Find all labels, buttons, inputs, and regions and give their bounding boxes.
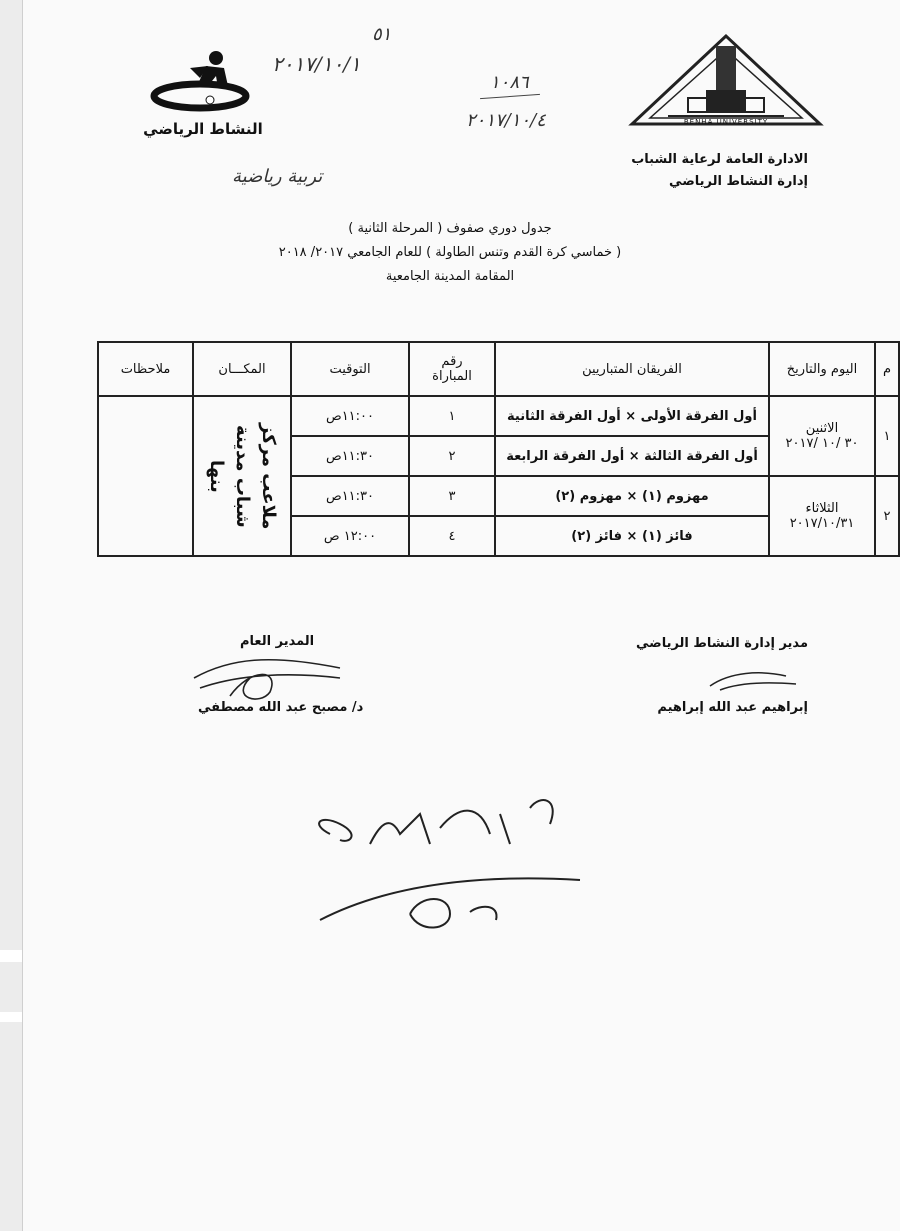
col-header-place: المكـــان <box>193 342 291 396</box>
match-number: ٣ <box>409 476 495 516</box>
match-no-line-2: المباراة <box>432 369 472 384</box>
col-header-day-date: اليوم والتاريخ <box>769 342 875 396</box>
right-signature-scribble <box>700 664 800 698</box>
col-header-num: م <box>875 342 899 396</box>
table-row <box>98 396 899 436</box>
scan-edge <box>0 0 23 1231</box>
sports-logo-text: النشاط الرياضي <box>143 120 263 138</box>
match-teams: أول الفرقة الأولى × أول الفرقة الثانية <box>495 396 769 436</box>
doc-title-line-1: جدول دوري صفوف ( المرحلة الثانية ) <box>348 221 552 236</box>
match-time: ١١:٣٠ص <box>291 436 409 476</box>
seal-text: BENHA UNIVERSITY <box>683 118 769 126</box>
day-date: ٢٠١٧/١٠/٣١ <box>789 516 855 531</box>
row-num: ١ <box>875 396 899 476</box>
col-header-time: التوقيت <box>291 342 409 396</box>
col-header-teams: الفريقان المتباريين <box>495 342 769 396</box>
handwritten-note-number: ٥١ <box>372 24 392 45</box>
day-name: الاثنين <box>805 421 839 436</box>
day-date-cell <box>769 476 875 556</box>
right-signatory-title: مدير إدارة النشاط الرياضي <box>635 636 808 651</box>
match-time: ١١:٣٠ص <box>291 476 409 516</box>
doc-title-line-3: المقامة المدينة الجامعية <box>385 269 515 284</box>
handwritten-ref-number: ١٠٨٦ <box>490 72 529 93</box>
org-line-2: إدارة النشاط الرياضي <box>669 174 808 189</box>
place-value: ملاعب مركز شباب مدينة بنها <box>206 422 279 530</box>
match-teams: مهزوم (١) × مهزوم (٢) <box>495 476 769 516</box>
handwritten-underline <box>480 94 540 99</box>
day-date: ٣٠ /١٠ /٢٠١٧ <box>785 436 859 451</box>
place-cell <box>193 396 291 556</box>
handwritten-sport-note: تربية رياضية <box>232 166 323 187</box>
left-signatory-title: المدير العام <box>240 634 315 649</box>
match-number: ٢ <box>409 436 495 476</box>
match-time: ١١:٠٠ص <box>291 396 409 436</box>
match-number: ٤ <box>409 516 495 556</box>
match-number: ١ <box>409 396 495 436</box>
notes-cell <box>98 396 193 556</box>
col-header-notes: ملاحظات <box>98 342 193 396</box>
match-time: ١٢:٠٠ ص <box>291 516 409 556</box>
handwritten-note-date: ٢٠١٧/١٠/١ <box>272 52 361 76</box>
approval-signature <box>300 784 600 948</box>
right-signatory-name: إبراهيم عبد الله إبراهيم <box>657 700 808 715</box>
match-no-line-1: رقم <box>441 354 463 369</box>
day-name: الثلاثاء <box>805 501 839 516</box>
row-num: ٢ <box>875 476 899 556</box>
handwritten-ref-date: ٢٠١٧/١٠/٤ <box>466 110 546 131</box>
col-header-match-no <box>409 342 495 396</box>
day-date-cell <box>769 396 875 476</box>
schedule-table <box>97 341 900 557</box>
org-line-1: الادارة العامة لرعاية الشباب <box>631 152 808 167</box>
match-teams: فائز (١) × فائز (٢) <box>495 516 769 556</box>
match-teams: أول الفرقة الثالثة × أول الفرقة الرابعة <box>495 436 769 476</box>
doc-title-line-2: ( خماسي كرة القدم وتنس الطاولة ) للعام الجامعي ٢٠١٧/ ٢٠١٨ <box>278 245 622 260</box>
sports-activity-logo <box>128 44 288 144</box>
table-header-row <box>98 342 899 396</box>
university-seal <box>628 32 824 132</box>
left-signatory-name: د/ مصبح عبد الله مصطفي <box>198 700 364 715</box>
